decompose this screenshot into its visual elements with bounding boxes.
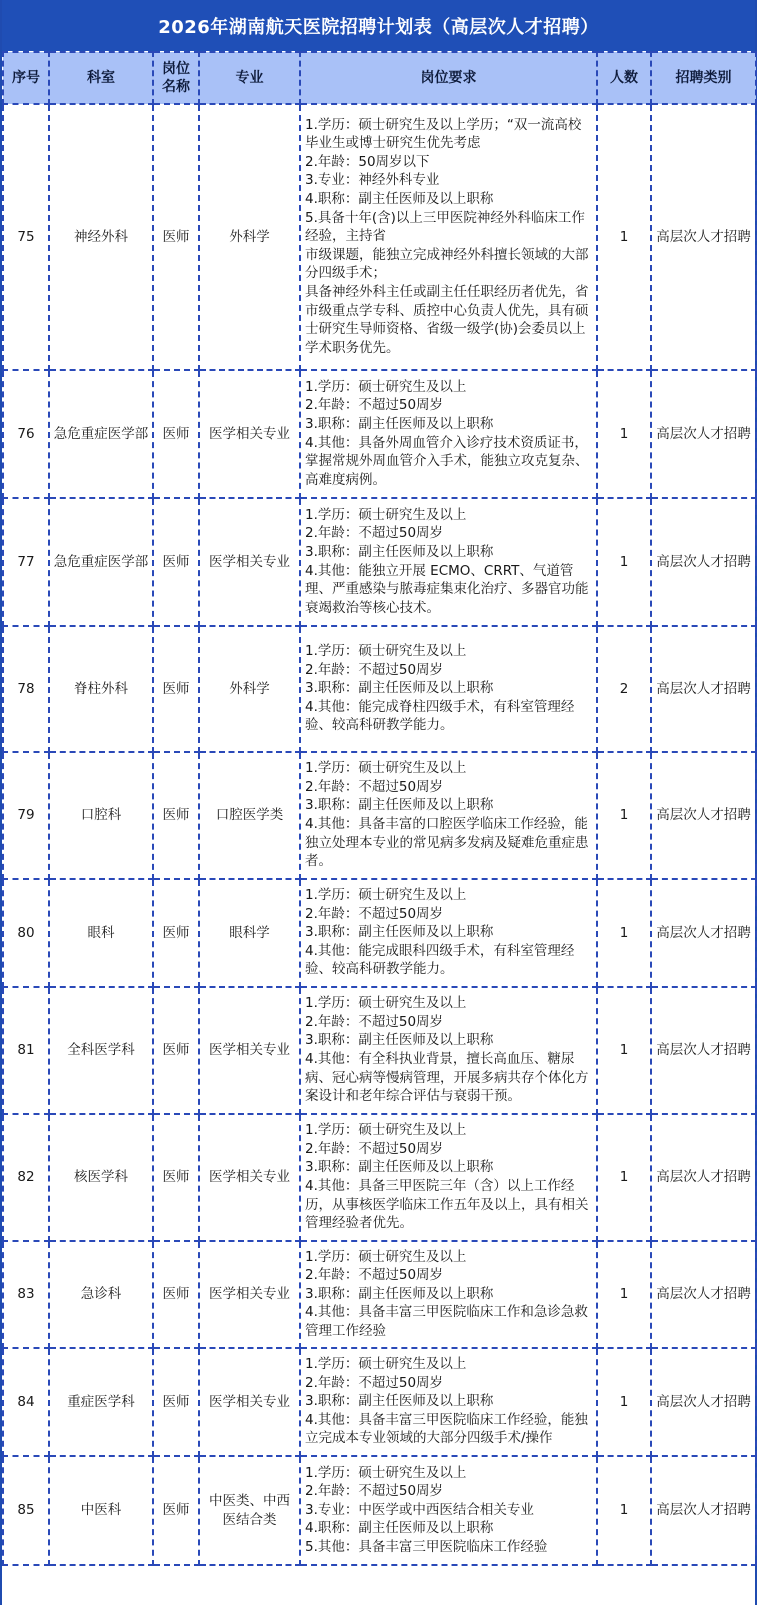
row-major: 医学相关专业 [199,1114,300,1241]
table-row [3,1241,756,1348]
requirement-line: 2.年龄：50周岁以下 [305,153,430,170]
table-row [3,1348,756,1456]
requirement-line: 2.年龄：不超过50周岁 [305,778,444,795]
requirement-line: 5.其他：具备丰富三甲医院临床工作经验 [305,1538,548,1555]
row-requirements [300,879,597,987]
row-type: 高层次人才招聘 [651,498,756,626]
row-requirements [300,1456,597,1565]
requirement-line: 1.学历：硕士研究生及以上 [305,1356,467,1373]
row-post: 医师 [153,626,199,752]
row-major: 口腔医学类 [199,752,300,879]
header-type: 招聘类别 [651,52,756,104]
row-dept: 核医学科 [49,1114,153,1241]
row-post: 医师 [153,752,199,879]
row-no: 80 [3,879,49,987]
requirement-line: 1.学历：硕士研究生及以上 [305,506,467,523]
row-no: 83 [3,1241,49,1348]
row-no: 84 [3,1348,49,1456]
requirement-line: 3.职称：副主任医师及以上职称 [305,1159,494,1176]
row-count: 1 [597,987,651,1114]
table-row [3,104,756,370]
row-major: 外科学 [199,104,300,370]
row-post: 医师 [153,1241,199,1348]
row-type: 高层次人才招聘 [651,104,756,370]
row-dept: 中医科 [49,1456,153,1565]
requirement-line: 3.职称：副主任医师及以上职称 [305,1285,494,1302]
row-type: 高层次人才招聘 [651,1456,756,1565]
row-type: 高层次人才招聘 [651,752,756,879]
row-requirements [300,1348,597,1456]
row-count: 1 [597,370,651,498]
requirement-line: 3.职称：副主任医师及以上职称 [305,924,494,941]
row-requirements [300,1241,597,1348]
row-type: 高层次人才招聘 [651,1114,756,1241]
row-post: 医师 [153,370,199,498]
header-requirements: 岗位要求 [300,52,597,104]
row-no: 75 [3,104,49,370]
table-row [3,879,756,987]
requirement-line: 3.专业：中医学或中西医结合相关专业 [305,1501,534,1518]
row-no: 76 [3,370,49,498]
requirement-line: 2.年龄：不超过50周岁 [305,1140,444,1157]
requirement-line: 3.职称：副主任医师及以上职称 [305,543,494,560]
row-requirements [300,1114,597,1241]
requirement-line: 4.其他：具备三甲医院三年（含）以上工作经历，从事核医学临床工作五年及以上，具有相关管理经验者优先。 [305,1178,589,1232]
requirement-line: 5.具备十年(含)以上三甲医院神经外科临床工作经验，主持省 [305,209,585,245]
row-major: 中医类、中西医结合类 [199,1456,300,1565]
recruitment-table [2,51,757,1566]
row-no: 81 [3,987,49,1114]
row-count: 1 [597,1114,651,1241]
requirement-line: 3.专业：神经外科专业 [305,172,440,189]
row-post: 医师 [153,1456,199,1565]
requirement-line: 1.学历：硕士研究生及以上 [305,887,467,904]
requirement-line: 4.其他：能完成眼科四级手术，有科室管理经验、较高科研教学能力。 [305,942,575,978]
table-row [3,987,756,1114]
row-type: 高层次人才招聘 [651,987,756,1114]
header-count: 人数 [597,52,651,104]
row-count: 1 [597,1241,651,1348]
requirement-line: 4.其他：具备丰富三甲医院临床工作经验，能独立完成本专业领域的大部分四级手术/操作 [305,1411,588,1447]
row-no: 82 [3,1114,49,1241]
row-dept: 神经外科 [49,104,153,370]
requirement-line: 1.学历：硕士研究生及以上 [305,1122,467,1139]
requirement-line: 1.学历：硕士研究生及以上 [305,760,467,777]
row-dept: 口腔科 [49,752,153,879]
requirement-line: 4.其他：能独立开展 ECMO、CRRT、气道管理、严重感染与脓毒症集束化治疗、多器官功能衰竭救治等核心技术。 [305,562,589,616]
requirement-line: 3.职称：副主任医师及以上职称 [305,1393,494,1410]
header-no: 序号 [3,52,49,104]
requirement-line: 市级课题，能独立完成神经外科擅长领域的大部分四级手术； [305,246,589,282]
row-post: 医师 [153,879,199,987]
requirement-line: 4.其他：具备丰富的口腔医学临床工作经验，能独立处理本专业的常见病多发病及疑难危重症患者。 [305,816,589,870]
row-count: 1 [597,752,651,879]
requirement-line: 2.年龄：不超过50周岁 [305,1483,444,1500]
row-major: 医学相关专业 [199,370,300,498]
row-type: 高层次人才招聘 [651,1241,756,1348]
header-post: 岗位名称 [153,52,199,104]
requirement-line: 4.其他：具备丰富三甲医院临床工作和急诊急救管理工作经验 [305,1304,588,1339]
requirement-line: 2.年龄：不超过50周岁 [305,661,444,678]
requirement-line: 2.年龄：不超过50周岁 [305,1267,444,1284]
requirement-line: 4.职称：副主任医师及以上职称 [305,1520,494,1537]
row-dept: 急危重症医学部 [49,370,153,498]
row-major: 外科学 [199,626,300,752]
table-row [3,1114,756,1241]
row-major: 医学相关专业 [199,987,300,1114]
row-dept: 脊柱外科 [49,626,153,752]
requirement-line: 1.学历：硕士研究生及以上 [305,378,467,395]
row-post: 医师 [153,1348,199,1456]
row-no: 79 [3,752,49,879]
row-post: 医师 [153,104,199,370]
row-dept: 眼科 [49,879,153,987]
requirement-line: 3.职称：副主任医师及以上职称 [305,1032,494,1049]
requirement-line: 4.职称：副主任医师及以上职称 [305,191,494,208]
row-count: 2 [597,626,651,752]
table-row [3,370,756,498]
header-major: 专业 [199,52,300,104]
row-type: 高层次人才招聘 [651,370,756,498]
row-no: 85 [3,1456,49,1565]
row-dept: 急危重症医学部 [49,498,153,626]
row-type: 高层次人才招聘 [651,626,756,752]
requirement-line: 2.年龄：不超过50周岁 [305,905,444,922]
row-dept: 全科医学科 [49,987,153,1114]
table-title: 2026年湖南航天医院招聘计划表（高层次人才招聘） [2,0,755,51]
requirement-line: 3.职称：副主任医师及以上职称 [305,680,494,697]
requirement-line: 4.其他：有全科执业背景，擅长高血压、糖尿病、冠心病等慢病管理，开展多病共存个体化方案设计和老年综合评估与衰弱干预。 [305,1051,589,1105]
row-count: 1 [597,1456,651,1565]
row-post: 医师 [153,1114,199,1241]
requirement-line: 1.学历：硕士研究生及以上 [305,1464,467,1481]
requirement-line: 1.学历：硕士研究生及以上 [305,1248,467,1265]
row-count: 1 [597,1348,651,1456]
requirement-line: 4.其他：具备外周血管介入诊疗技术资质证书，掌握常规外周血管介入手术，能独立攻克复杂、高难度病例。 [305,434,589,488]
row-dept: 急诊科 [49,1241,153,1348]
requirement-line: 1.学历：硕士研究生及以上 [305,995,467,1012]
row-major: 医学相关专业 [199,1348,300,1456]
row-count: 1 [597,104,651,370]
table-row [3,1456,756,1565]
row-no: 77 [3,498,49,626]
row-no: 78 [3,626,49,752]
row-requirements [300,626,597,752]
requirement-line: 3.职称：副主任医师及以上职称 [305,797,494,814]
requirement-line: 2.年龄：不超过50周岁 [305,1013,444,1030]
requirement-line: 2.年龄：不超过50周岁 [305,397,444,414]
table-row [3,498,756,626]
row-count: 1 [597,498,651,626]
row-major: 医学相关专业 [199,498,300,626]
requirement-line: 1.学历：硕士研究生及以上 [305,643,467,660]
header-dept: 科室 [49,52,153,104]
row-type: 高层次人才招聘 [651,1348,756,1456]
row-requirements [300,498,597,626]
requirement-line: 1.学历：硕士研究生及以上学历；“双一流高校毕业生或博士研究生优先考虑 [305,116,582,152]
row-count: 1 [597,879,651,987]
row-major: 医学相关专业 [199,1241,300,1348]
row-requirements [300,987,597,1114]
header-row [3,52,756,104]
requirement-line: 3.职称：副主任医师及以上职称 [305,415,494,432]
requirement-line: 2.年龄：不超过50周岁 [305,525,444,542]
row-type: 高层次人才招聘 [651,879,756,987]
row-requirements [300,104,597,370]
row-post: 医师 [153,987,199,1114]
row-requirements [300,370,597,498]
requirement-line: 具备神经外科主任或副主任任职经历者优先，省市级重点学专科、质控中心负责人优先，具有硕士研究生导师资格、省级一级学(协)会委员以上学术职务优先。 [305,283,589,356]
requirement-line: 4.其他：能完成脊柱四级手术，有科室管理经验、较高科研教学能力。 [305,698,575,734]
table-row [3,626,756,752]
row-post: 医师 [153,498,199,626]
table-row [3,752,756,879]
requirement-line: 2.年龄：不超过50周岁 [305,1374,444,1391]
row-dept: 重症医学科 [49,1348,153,1456]
row-requirements [300,752,597,879]
row-major: 眼科学 [199,879,300,987]
